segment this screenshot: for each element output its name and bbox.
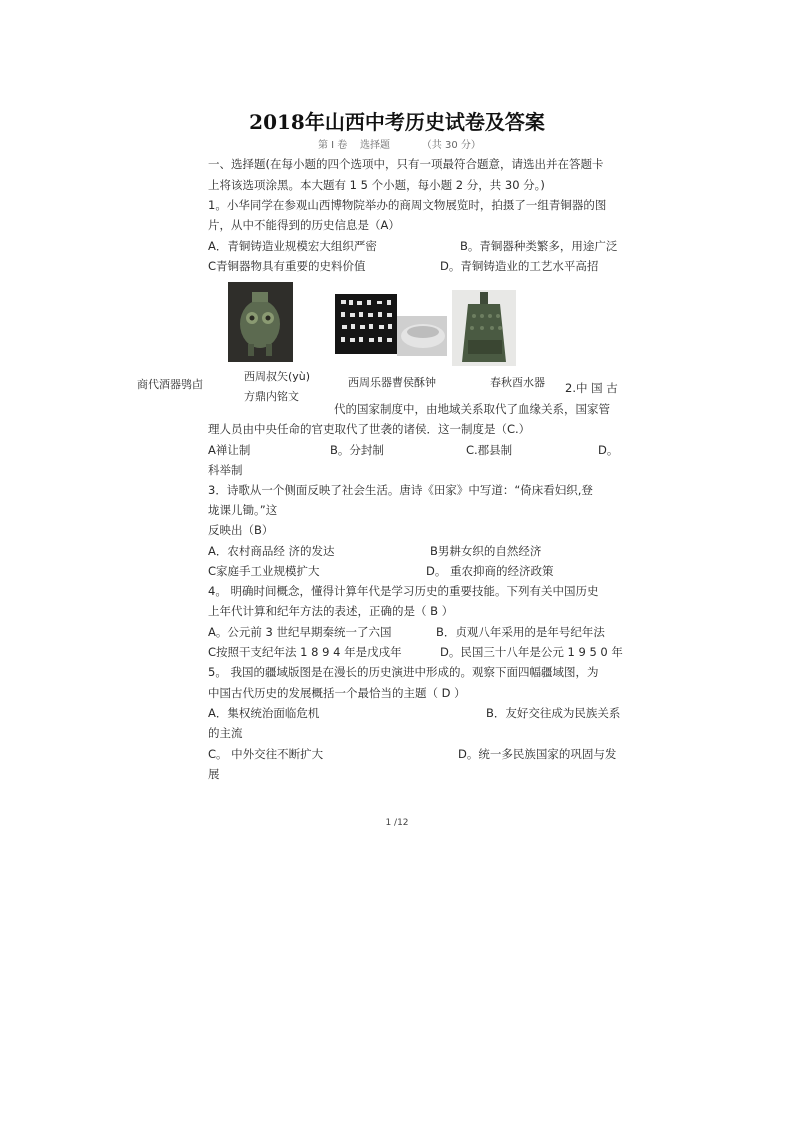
- q2-line-2: 理人员由中央任命的官吏取代了世袭的诸侯．这一制度是（C.）: [208, 422, 531, 436]
- caption-water-vessel: 春秋酉水器: [490, 376, 545, 389]
- q4-option-b: B．贞观八年采用的是年号纪年法: [436, 625, 605, 639]
- section-header: 第 I 卷 选择题 （共 30 分）: [318, 140, 481, 151]
- q3-option-c: C家庭手工业规模扩大: [208, 564, 320, 578]
- q1-option-b: B。青铜器种类繁多，用途广泛: [460, 239, 618, 253]
- page-number: 1 /12: [385, 818, 409, 828]
- q1-option-d: D。青铜铸造业的工艺水平高招: [440, 259, 599, 273]
- q1-option-c: C青铜器物具有重要的史料价值: [208, 259, 366, 273]
- bronze-bell-photo: [452, 290, 516, 366]
- q1-stem-line-2: 片，从中不能得到的历史信息是（A）: [208, 218, 400, 232]
- q3-line-1: 3．诗歌从一个侧面反映了社会生活。唐诗《田家》中写道：“倚床看妇织,登: [208, 483, 593, 497]
- intro-line-1: 一、选择题(在每小题的四个选项中，只有一项最符合题意，请选出并在答题卡: [208, 157, 604, 171]
- q4-option-c: C按照干支纪年法 1 8 9 4 年是戊戌年: [208, 645, 402, 659]
- caption-inscription-2: 方鼎内铭文: [244, 390, 299, 403]
- q5-option-c: C。 中外交往不断扩大: [208, 747, 324, 761]
- caption-music-bell: 西周乐器曹侯酥钟: [348, 376, 436, 389]
- q3-line-3: 反映出（B）: [208, 523, 274, 537]
- q2-start: 2.中 国 古: [565, 381, 618, 395]
- caption-owl-vessel: 商代酒器鸮卣: [137, 378, 203, 391]
- q1-stem-line-1: 1。小华同学在参观山西博物院举办的商周文物展览时，拍摄了一组青铜器的图: [208, 198, 607, 212]
- document-title: 2018年山西中考历史试卷及答案: [249, 110, 545, 134]
- q4-line-1: 4。 明确时间概念，懂得计算年代是学习历史的重要技能。下列有关中国历史: [208, 584, 599, 598]
- q4-option-a: A。公元前 3 世纪早期秦统一了六国: [208, 625, 392, 639]
- q5-option-d: D。统一多民族国家的巩固与发: [458, 747, 617, 761]
- q2-option-b: B。分封制: [330, 443, 384, 457]
- q2-option-d: D。: [598, 443, 619, 457]
- q3-option-a: A．农村商品经 济的发达: [208, 544, 335, 558]
- q2-option-a: A禅让制: [208, 443, 251, 457]
- q5-option-b-cont: 的主流: [208, 726, 243, 740]
- owl-vessel-photo: [228, 282, 293, 362]
- q3-option-d: D。 重农抑商的经济政策: [426, 564, 554, 578]
- q3-option-b: B男耕女织的自然经济: [430, 544, 542, 558]
- q4-line-2: 上年代计算和纪年方法的表述，正确的是（ B ）: [208, 604, 454, 618]
- q5-option-b: B．友好交往成为民族关系: [486, 706, 621, 720]
- q5-line-1: 5。 我国的疆域版图是在漫长的历史演进中形成的。观察下面四幅疆域图，为: [208, 665, 599, 679]
- q5-option-a: A．集权统治面临危机: [208, 706, 320, 720]
- inscription-photo: [335, 292, 447, 356]
- q1-option-a: A．青铜铸造业规模宏大组织严密: [208, 239, 377, 253]
- q2-option-c: C.郡县制: [466, 443, 513, 457]
- caption-inscription-1: 西周叔矢(yù): [244, 370, 311, 383]
- q5-line-2: 中国古代历史的发展概括一个最恰当的主题（ D ）: [208, 686, 466, 700]
- q5-option-d-cont: 展: [208, 767, 220, 781]
- q2-option-d-cont: 科举制: [208, 463, 243, 477]
- q4-option-d: D。民国三十八年是公元 1 9 5 0 年: [440, 645, 623, 659]
- intro-line-2: 上将该选项涂黑。本大题有 1 5 个小题，每小题 2 分，共 30 分。): [208, 178, 545, 192]
- q3-line-2: 垅课儿锄。”这: [208, 503, 278, 517]
- q2-line-1: 代的国家制度中，由地域关系取代了血缘关系，国家管: [334, 402, 610, 416]
